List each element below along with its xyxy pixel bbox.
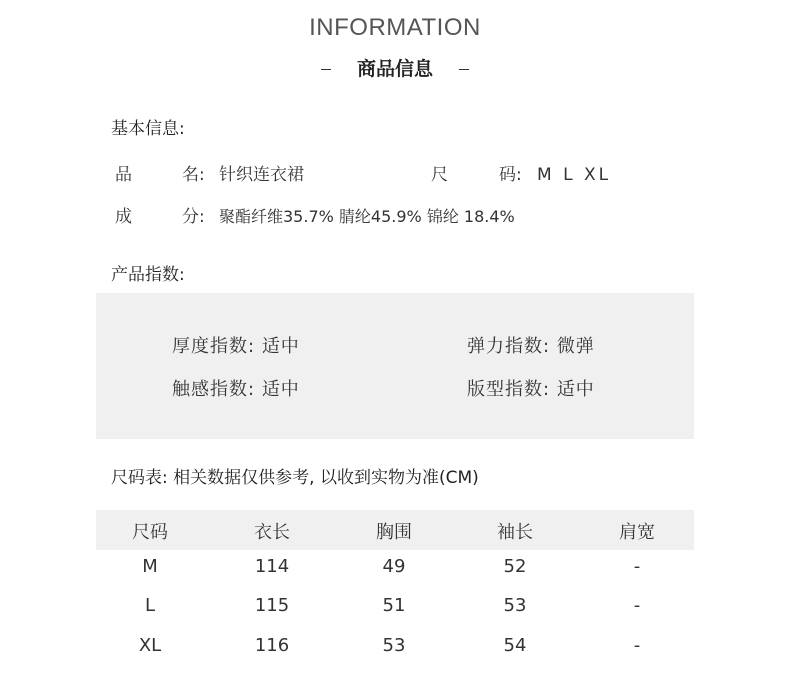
size-label-a: 尺 xyxy=(431,165,448,185)
header-bust: 胸围 xyxy=(376,522,412,543)
name-value: 针织连衣裙 xyxy=(219,165,304,185)
size-label-b: 码: xyxy=(499,165,522,185)
thickness-label: 厚度指数: xyxy=(172,336,256,357)
cell-bust: 49 xyxy=(382,556,406,577)
material-label-b: 分: xyxy=(182,207,205,227)
thickness-value: 适中 xyxy=(261,336,300,357)
elasticity-label: 弹力指数: xyxy=(467,336,551,357)
touch-index xyxy=(172,375,300,401)
material-value: 聚酯纤维35.7% 腈纶45.9% 锦纶 18.4% xyxy=(219,207,515,226)
cell-length: 114 xyxy=(254,556,290,577)
size-value: M L XL xyxy=(537,165,612,185)
cell-sleeve: 53 xyxy=(503,595,527,616)
fit-index xyxy=(467,375,595,401)
cell-shoulder: - xyxy=(633,595,641,616)
left-dash xyxy=(321,69,331,71)
cell-size: XL xyxy=(138,635,162,656)
size-row xyxy=(431,160,611,185)
index-title: 产品指数: xyxy=(111,265,185,285)
header-title-cn-text: 商品信息 xyxy=(356,58,433,80)
product-name-row xyxy=(115,160,304,185)
header-shoulder: 肩宽 xyxy=(619,522,655,543)
touch-label: 触感指数: xyxy=(172,379,256,400)
elasticity-index xyxy=(467,332,595,358)
cell-sleeve: 54 xyxy=(503,635,527,656)
cell-shoulder: - xyxy=(633,635,641,656)
size-table-header xyxy=(96,510,694,550)
material-row xyxy=(115,202,515,227)
cell-sleeve: 52 xyxy=(503,556,527,577)
header-sleeve: 袖长 xyxy=(497,522,533,543)
header-size: 尺码 xyxy=(132,522,168,543)
cell-length: 115 xyxy=(254,595,290,616)
fit-label: 版型指数: xyxy=(467,379,551,400)
cell-length: 116 xyxy=(254,635,290,656)
name-label-b: 名: xyxy=(182,165,205,185)
header-title-en: INFORMATION xyxy=(309,14,481,41)
material-label-a: 成 xyxy=(115,207,132,227)
table-row xyxy=(96,556,694,596)
cell-bust: 51 xyxy=(382,595,406,616)
basic-info-title: 基本信息: xyxy=(111,119,185,139)
cell-size: L xyxy=(144,595,156,616)
name-label-a: 品 xyxy=(115,165,132,185)
table-row xyxy=(96,635,694,675)
table-row xyxy=(96,595,694,635)
cell-bust: 53 xyxy=(382,635,406,656)
index-panel xyxy=(96,293,694,439)
right-dash xyxy=(459,69,469,71)
cell-size: M xyxy=(142,556,158,577)
header-title-cn xyxy=(0,54,790,81)
thickness-index xyxy=(172,332,300,358)
cell-shoulder: - xyxy=(633,556,641,577)
elasticity-value: 微弹 xyxy=(556,336,595,357)
touch-value: 适中 xyxy=(261,379,300,400)
header-length: 衣长 xyxy=(254,522,290,543)
fit-value: 适中 xyxy=(556,379,595,400)
size-table-title: 尺码表: 相关数据仅供参考, 以收到实物为准(CM) xyxy=(111,468,479,488)
